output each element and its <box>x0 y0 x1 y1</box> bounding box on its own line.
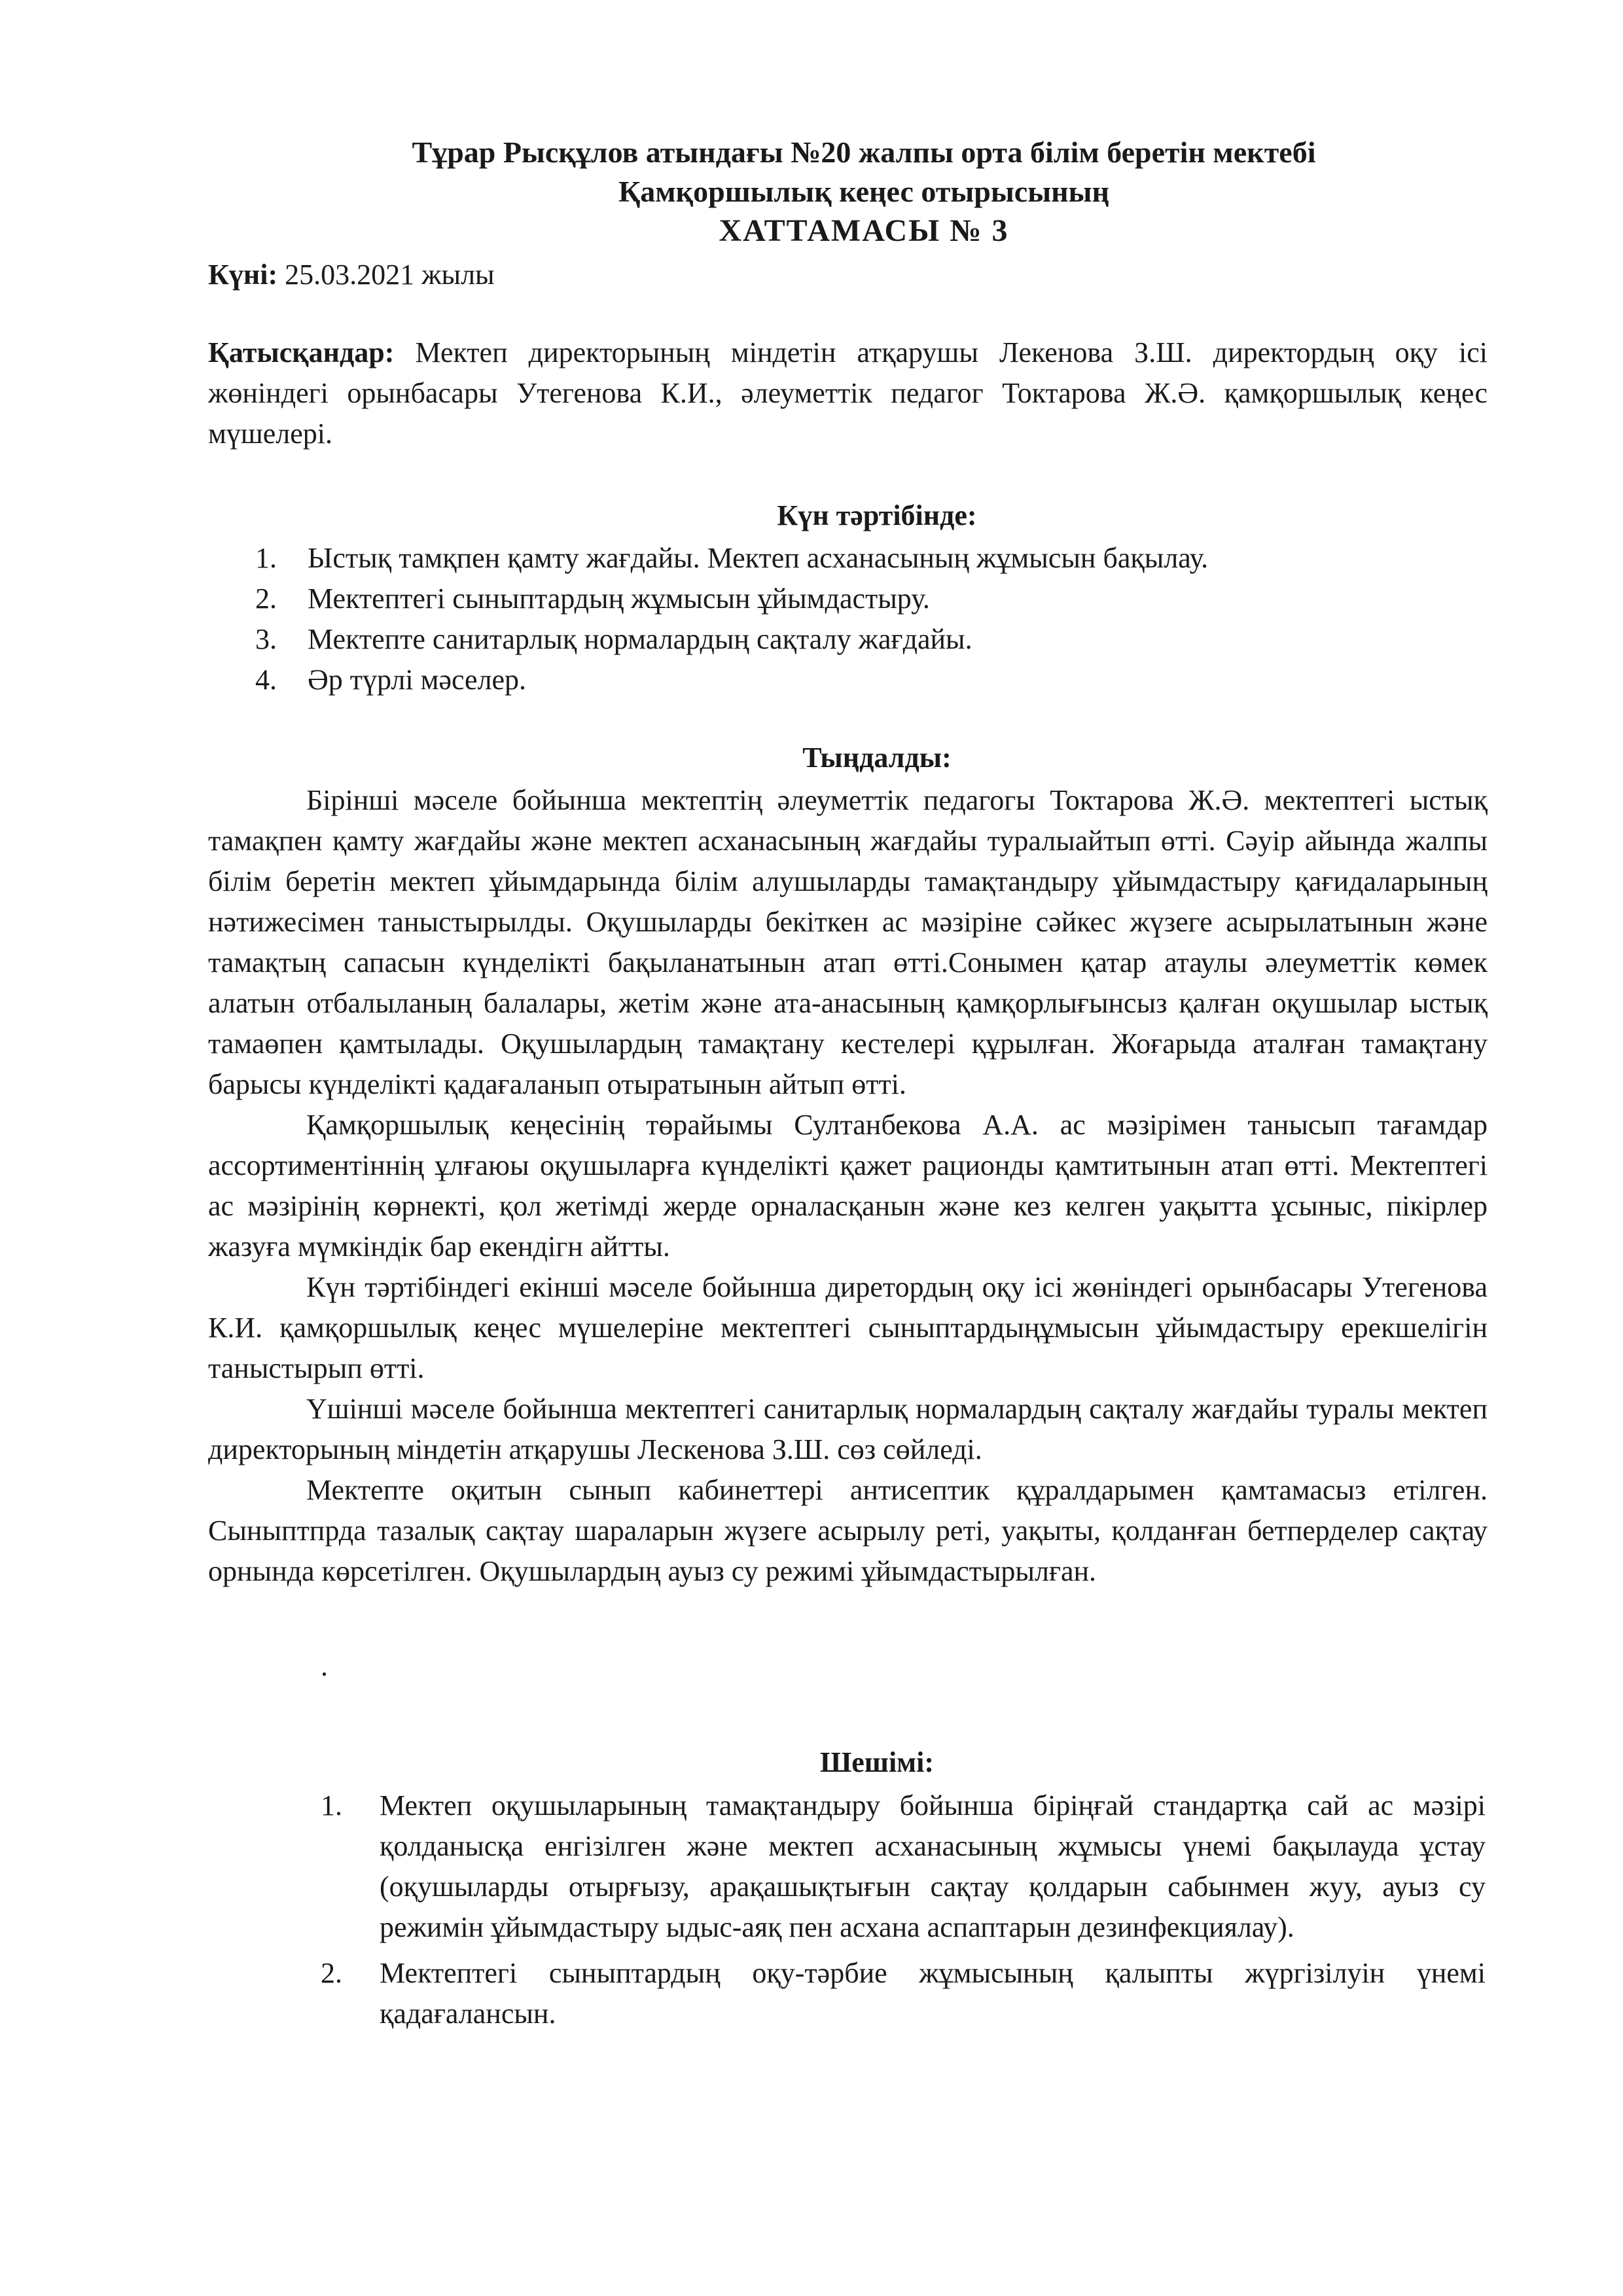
decision-item-number: 2. <box>321 1957 342 1989</box>
agenda-item-number: 4. <box>255 664 277 696</box>
decision-item-text: Мектеп оқушыларының тамақтандыру бойынша біріңғай стандартқа сай ас мәзірі қолданысқа енгізілген және мектеп асханасының жұмысы үнемі бақылауда ұстау (оқушыларды отырғызу, арақашықтығын сақтау қолдарын сабынмен жуу, ауыз су режимін ұйымдастыру ыдыс-аяқ пен асхана аспаптарын дезинфекциялау). <box>380 1789 1486 1943</box>
decision-item <box>321 1785 1486 1948</box>
decision-list <box>321 1785 1486 2039</box>
heard-paragraph: Қамқоршылық кеңесінің төрайымы Султанбекова А.А. ас мәзірімен танысып тағамдар ассортиментіннің ұлғаюы оқушыларға күнделікті қажет рационды қамтитынын атап өтті. Мектептегі ас мәзірінің көрнекті, қол жетімді жерде орналасқанын және кез келген уақытта ұсыныс, пікірлер жазуға мүмкіндік бар екендігн айтты. <box>208 1109 1488 1263</box>
meeting-date <box>208 257 495 293</box>
heard-title: Тыңдалды: <box>802 742 952 774</box>
heard-paragraph: Үшінші мәселе бойынша мектептегі санитарлық нормалардың сақталу жағдайы туралы мектеп директорының міндетін атқарушы Лескенова З.Ш. сөз сөйледі. <box>208 1393 1488 1465</box>
agenda-item <box>255 660 1486 700</box>
agenda-list <box>255 538 1486 700</box>
council-meeting-heading: Қамқоршылық кеңес отырысының <box>618 175 1110 208</box>
agenda-item-number: 1. <box>255 542 277 574</box>
agenda-item-number: 3. <box>255 623 277 655</box>
decision-title: Шешімі: <box>819 1746 935 1778</box>
agenda-item <box>255 579 1486 619</box>
agenda-item <box>255 619 1486 660</box>
heard-paragraph: Бірінші мәселе бойынша мектептің әлеуметтік педагогы Токтарова Ж.Ә. мектептегі ыстық тамақпен қамту жағдайы және мектеп асханасының жағдайы туралыайтып өтті. Сәуір айында жалпы білім беретін мектеп ұйымдарында білім алушыларды тамақтандыру ұйымдастыру қағидаларының нәтижесімен таныстырылды. Оқушыларды бекіткен ас мәзіріне сәйкес жүзеге асырылатынын және тамақтың сапасын күнделікті бақыланатынын атап өтті.Сонымен қатар атаулы әлеуметтік көмек алатын отбалыланың балалары, жетім және ата-анасының қамқорлығынсыз қалған оқушылар ыстық тамаөпен қамтылады. Оқушылардың тамақтану кестелері құрылған. Жоғарыда аталған тамақтану барысы күнделікті қадағаланып отыратынын айтып өтті. <box>208 784 1488 1100</box>
decision-item-number: 1. <box>321 1789 342 1821</box>
school-name-heading: Тұрар Рысқұлов атындағы №20 жалпы орта білім беретін мектебі <box>412 135 1316 169</box>
date-label: Күні: <box>208 259 278 291</box>
date-value: 25.03.2021 жылы <box>285 259 495 291</box>
participants-paragraph <box>208 332 1488 454</box>
decision-item-text: Мектептегі сыныптардың оқу-тәрбие жұмысының қалыпты жүргізілуін үнемі қадағалансын. <box>380 1957 1486 2030</box>
participants-label: Қатысқандар: <box>208 336 395 368</box>
agenda-item-text: Әр түрлі мәселер. <box>308 664 527 696</box>
heard-section <box>208 780 1488 1592</box>
agenda-item-text: Мектептегі сыныптардың жұмысын ұйымдастыру. <box>308 583 930 615</box>
agenda-title: Күн тәртібінде: <box>777 499 977 531</box>
heard-paragraph: Күн тәртібіндегі екінші мәселе бойынша диретордың оқу ісі жөніндегі орынбасары Утегенова К.И. қамқоршылық кеңес мүшелеріне мектептегі сыныптардыңұмысын ұйымдастыру ерекшелігін таныстырып өтті. <box>208 1271 1488 1384</box>
agenda-item-text: Мектепте санитарлық нормалардың сақталу жағдайы. <box>308 623 972 655</box>
agenda-item-number: 2. <box>255 583 277 615</box>
decision-item <box>321 1953 1486 2034</box>
protocol-number-heading: ХАТТАМАСЫ № 3 <box>719 213 1009 248</box>
participants-text: Мектеп директорының міндетін атқарушы Лекенова З.Ш. директордың оқу ісі жөніндегі орынбасары Утегенова К.И., әлеуметтік педагог Токтарова Ж.Ә. қамқоршылық кеңес мүшелері. <box>208 336 1488 450</box>
agenda-item-text: Ыстық тамқпен қамту жағдайы. Мектеп асханасының жұмысын бақылау. <box>308 542 1209 574</box>
stray-dot-mark: . <box>321 1650 328 1682</box>
agenda-item <box>255 538 1486 579</box>
heard-paragraph: Мектепте оқитын сынып кабинеттері антисептик құралдарымен қамтамасыз етілген. Сыныптпрда тазалық сақтау шараларын жүзеге асырылу реті, уақыты, қолданған бетперделер сақтау орнында көрсетілген. Оқушылардың ауыз су режимі ұйымдастырылған. <box>208 1474 1488 1587</box>
